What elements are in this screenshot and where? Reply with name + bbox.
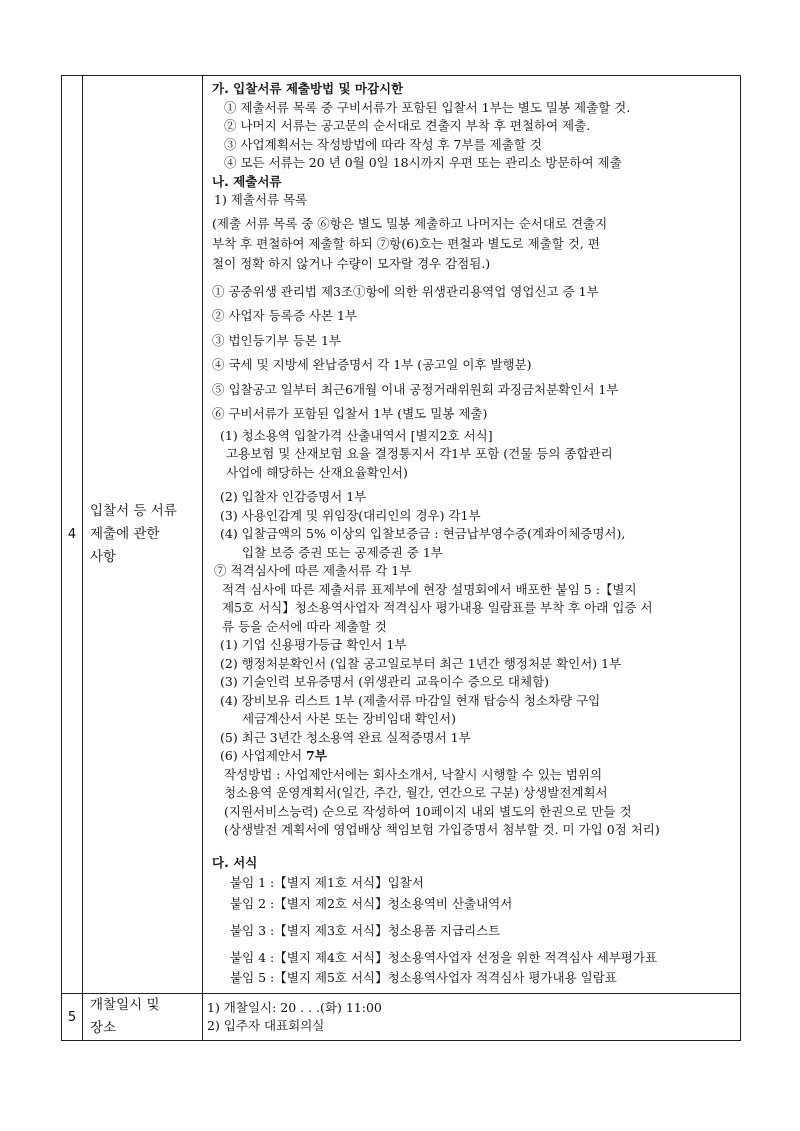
label-line: 사항 — [90, 549, 117, 565]
list-item: ② 사업자 등록증 사본 1부 — [212, 308, 358, 323]
list-item: ③ 사업계획서는 작성방법에 따라 작성 후 7부를 제출할 것 — [224, 136, 542, 152]
schedule-line: 2) 입주자 대표회의실 — [207, 1018, 325, 1033]
list-item: ① 공중위생 관리법 제3조①항에 의한 위생관리용역업 영업신고 증 1부 — [212, 283, 599, 299]
list-item: (3) 사용인감계 및 위임장(대리인의 경우) 각1부 — [220, 507, 481, 523]
list-item: 입찰 보증 증권 또는 공제증권 중 1부 — [242, 544, 443, 560]
form-item: 붙임 4 :【별지 제4호 서식】청소용역사업자 선정을 위한 적격심사 세부평가표 — [230, 950, 658, 965]
list-item: 사업에 해당하는 산재요율확인서) — [226, 464, 408, 480]
list-item: ⑦ 적격심사에 따른 제출서류 각 1부 — [214, 563, 412, 578]
row-label — [83, 994, 203, 1041]
method-line: (지원서비스능력) 순으로 작성하여 10페이지 내외 별도의 한권으로 만들 것 — [224, 803, 632, 819]
list-item: (2) 행정처분확인서 (입찰 공고일로부터 최근 1년간 행정처분 확인서) 1부 — [220, 655, 622, 671]
method-line: 작성방법 : 사업제안서에는 회사소개서, 낙찰시 시행할 수 있는 범위의 — [224, 766, 603, 782]
section-a-title: 가. 입찰서류 제출방법 및 마감시한 — [212, 81, 404, 96]
schedule-line: 1) 개찰일시: 20 . . .(화) 11:00 — [207, 999, 382, 1015]
list-item: (4) 입찰금액의 5% 이상의 입찰보증금 : 현금납부영수증(계좌이체증명서), — [220, 526, 626, 541]
list-item: ④ 국세 및 지방세 완납증명서 각 1부 (공고일 이후 발행분) — [212, 357, 532, 372]
list-item: ④ 모든 서류는 20 년 0월 0일 18시까지 우편 또는 관리소 방문하여 제출 — [224, 155, 622, 170]
section-c-title: 다. 서식 — [212, 854, 258, 870]
section-b-title: 나. 제출서류 — [212, 173, 282, 189]
list-item: (1) 기업 신용평가등급 확인서 1부 — [220, 637, 407, 652]
note-line: 제5호 서식】청소용역사업자 적격심사 평가내용 일람표를 부착 후 아래 입증 서 — [222, 600, 653, 615]
section-b-subtitle: 1) 제출서류 목록 — [214, 192, 308, 207]
proposal-label: (6) 사업제안서 — [220, 748, 307, 763]
list-item: (3) 기술인력 보유증명서 (위생관리 교육이수 증으로 대체함) — [220, 674, 550, 689]
label-line: 입찰서 등 서류 — [90, 503, 177, 519]
row-content — [203, 994, 741, 1041]
list-item: (1) 청소용역 입찰가격 산출내역서 [별지2호 서식] — [220, 427, 493, 443]
form-item: 붙임 2 :【별지 제2호 서식】청소용역비 산출내역서 — [230, 896, 513, 911]
list-item: (5) 최근 3년간 청소용역 완료 실적증명서 1부 — [220, 729, 471, 745]
table-row-5 — [62, 994, 741, 1041]
list-item: ① 제출서류 목록 중 구비서류가 포함된 입찰서 1부는 별도 밀봉 제출할 것. — [224, 99, 631, 115]
proposal-copies: 7부 — [306, 748, 327, 763]
list-item: (4) 장비보유 리스트 1부 (제출서류 마감일 현재 탑승식 청소차량 구입 — [220, 692, 601, 708]
document-table — [61, 75, 741, 1041]
note-line: 적격 심사에 따른 제출서류 표제부에 현장 설명회에서 배포한 붙임 5 :【별지 — [222, 581, 637, 597]
note-line: 철이 정확 하지 않거나 수량이 모자랄 경우 감점됨.) — [212, 255, 491, 271]
row-content — [203, 76, 741, 994]
form-item: 붙임 3 :【별지 제3호 서식】청소용품 지급리스트 — [230, 923, 501, 938]
row-number: 4 — [62, 76, 83, 994]
label-line: 개찰일시 및 — [90, 997, 160, 1013]
form-item: 붙임 1 :【별지 제1호 서식】입찰서 — [230, 875, 424, 890]
list-item: 세금계산서 사본 또는 장비임대 확인서) — [242, 711, 456, 726]
list-item — [212, 747, 734, 766]
note-line: 부착 후 편철하여 제출할 하되 ⑦항(6)호는 편철과 별도로 제출할 것, 편 — [212, 235, 600, 251]
table-row-4 — [62, 76, 741, 994]
list-item: ⑤ 입찰공고 일부터 최근6개월 이내 공정거래위원회 과징금처분확인서 1부 — [212, 381, 619, 397]
method-line: 청소용역 운영계획서(일간, 주간, 월간, 연간으로 구분) 상생발전계획서 — [224, 785, 608, 800]
form-item: 붙임 5 :【별지 제5호 서식】청소용역사업자 적격심사 평가내용 일람표 — [230, 970, 617, 985]
list-item: ⑥ 구비서류가 포함된 입찰서 1부 (별도 밀봉 제출) — [212, 406, 488, 421]
list-item: ③ 법인등기부 등본 1부 — [212, 332, 341, 348]
method-line: (상생발전 계획서에 영업배상 책임보험 가입증명서 첨부할 것. 미 가입 0점 처리) — [224, 822, 660, 837]
label-line: 장소 — [90, 1020, 117, 1036]
row-label — [83, 76, 203, 994]
list-item: (2) 입찰자 인감증명서 1부 — [220, 489, 367, 504]
list-item: ② 나머지 서류는 공고문의 순서대로 견출지 부착 후 편철하여 제출. — [224, 118, 591, 133]
row-number: 5 — [62, 994, 83, 1041]
label-line: 제출에 관한 — [90, 526, 160, 542]
note-line: 류 등을 순서에 따라 제출할 것 — [222, 618, 387, 634]
list-item: 고용보험 및 산재보험 요율 결정통지서 각1부 포함 (건물 등의 종합관리 — [226, 446, 613, 461]
note-line: (제출 서류 목록 중 ⑥항은 별도 밀봉 제출하고 나머지는 순서대로 견출지 — [212, 215, 608, 231]
